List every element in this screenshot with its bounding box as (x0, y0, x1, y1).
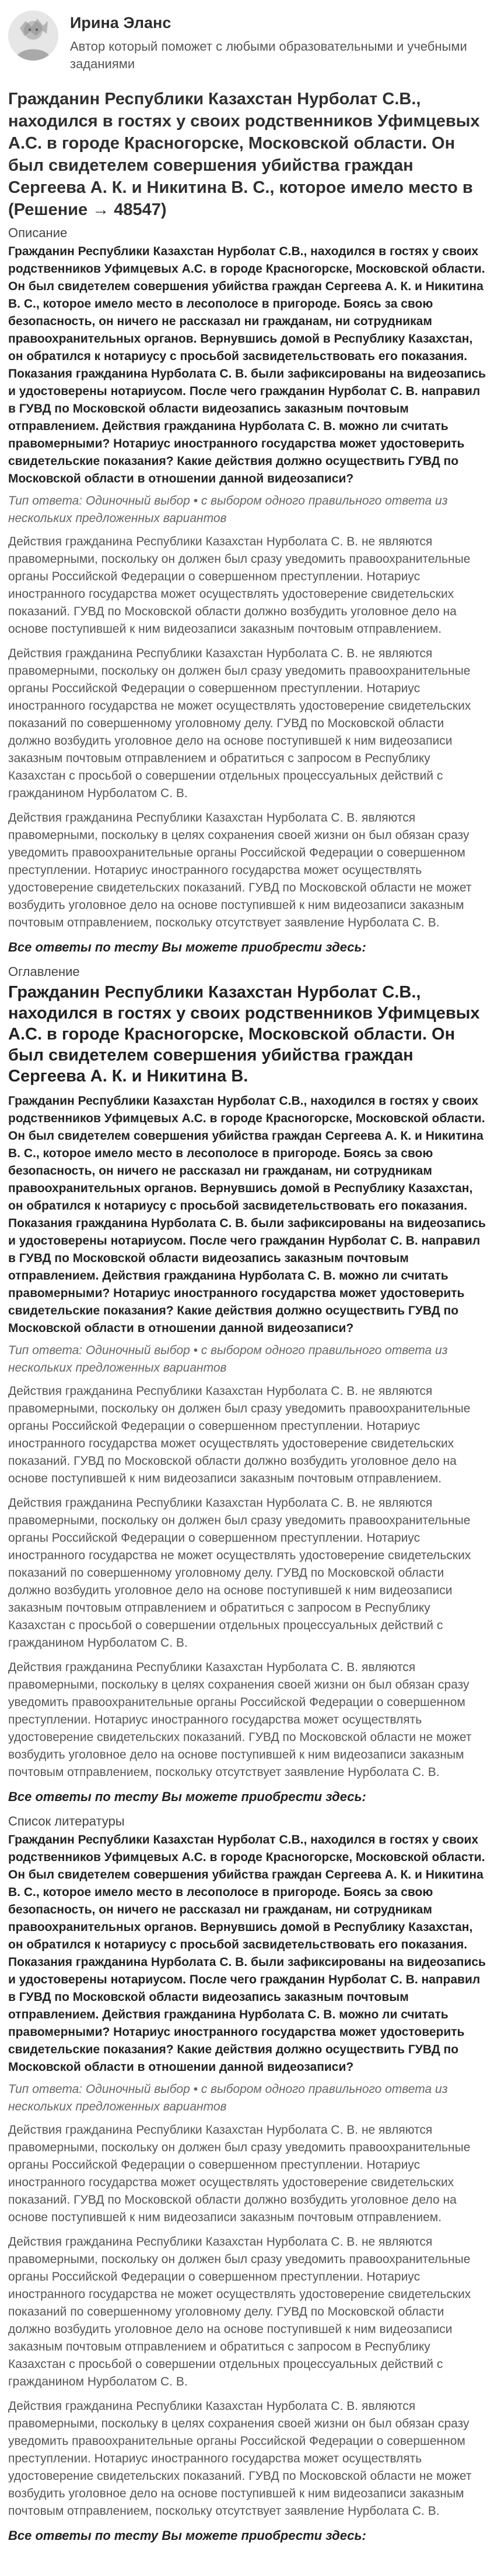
author-description: Автор который поможет с любыми образовательными и учебными заданиями (70, 39, 467, 71)
question-text: Гражданин Республики Казахстан Нурболат С.В., находился в гостях у своих родственников Уфимцевых А.С. в городе Красногорске, Московской области. Он был свидетелем совершения убийства граждан Сергеева А. К. и Никитина В. С., которое имело место в лесополосе в пригороде. Боясь за свою безопасность, он ничего не рассказал ни гражданам, ни сотрудникам правоохранительных органов. Вернувшись домой в Республику Казахстан, он обратился к нотариусу с просьбой засвидетельствовать его показания. Показания гражданина Нурболата С. В. были зафиксированы на видеозапись и удостоверены нотариусом. После чего гражданин Нурболат С. В. направил в ГУВД по Московской области видеозапись заказным почтовым отправлением. Действия гражданина Нурболата С. В. можно ли считать правомерными? Нотариус иностранного государства может удостоверить свидетельские показания? Какие действия должно осуществить ГУВД по Московской области в отношении данной видеозаписи? (8, 1094, 486, 1335)
contents-title: Гражданин Республики Казахстан Нурболат С.В., находился в гостях у своих родственников Уфимцевых А.С. в городе Красногорске, Московской области. Он был свидетелем совершения убийства граждан Сергеева А. К. и Никитина В. (8, 983, 480, 1086)
buy-answers-link[interactable]: Все ответы по тесту Вы можете приобрести здесь: (8, 2528, 366, 2543)
author-card (8, 10, 486, 73)
buy-answers-link[interactable]: Все ответы по тесту Вы можете приобрести здесь: (8, 1789, 366, 1804)
answer-option-2: Действия гражданина Республики Казахстан Нурболата С. В. не являются правомерными, поскольку он должен был сразу уведомить правоохранительные органы Российской Федерации о совершенном преступлении. Нотариус иностранного государства не может осуществлять удостоверение свидетельских показаний по совершенному уголовному делу. ГУВД по Московской области должно возбудить уголовное дело на основе поступившей к ним видеозаписи заказным почтовым отправлением и обратиться с запросом в Республику Казахстан с просьбой о совершении отдельных процессуальных действий с гражданином Нурболатом С. В. (8, 2235, 471, 2388)
answer-option-1: Действия гражданина Республики Казахстан Нурболата С. В. не являются правомерными, поскольку он должен был сразу уведомить правоохранительные органы Российской Федерации о совершенном преступлении. Нотариус иностранного государства может осуществлять удостоверение свидетельских показаний. ГУВД по Московской области должно возбудить уголовное дело на основе поступившей к ним видеозаписи заказным почтовым отправлением. (8, 1384, 471, 1485)
section-label-contents: Оглавление (8, 964, 80, 979)
answer-option-3: Действия гражданина Республики Казахстан Нурболата С. В. являются правомерными, поскольку в целях сохранения своей жизни он был обязан сразу уведомить правоохранительные органы Российской Федерации о совершенном преступлении. Нотариус иностранного государства может осуществлять удостоверение свидетельских показаний. ГУВД по Московской области не может возбудить уголовное дело на основе поступившей к ним видеозаписи заказным почтовым отправлением, поскольку отсутствует заявление Нурболата С. В. (8, 2399, 472, 2518)
buy-answers-link[interactable]: Все ответы по тесту Вы можете приобрести здесь: (8, 940, 366, 954)
answer-type: Тип ответа: Одиночный выбор • с выбором одного правильного ответа из нескольких предложенных вариантов (8, 494, 448, 525)
question-text: Гражданин Республики Казахстан Нурболат С.В., находился в гостях у своих родственников Уфимцевых А.С. в городе Красногорске, Московской области. Он был свидетелем совершения убийства граждан Сергеева А. К. и Никитина В. С., которое имело место в лесополосе в пригороде. Боясь за свою безопасность, он ничего не рассказал ни гражданам, ни сотрудникам правоохранительных органов. Вернувшись домой в Республику Казахстан, он обратился к нотариусу с просьбой засвидетельствовать его показания. Показания гражданина Нурболата С. В. были зафиксированы на видеозапись и удостоверены нотариусом. После чего гражданин Нурболат С. В. направил в ГУВД по Московской области видеозапись заказным почтовым отправлением. Действия гражданина Нурболата С. В. можно ли считать правомерными? Нотариус иностранного государства может удостоверить свидетельские показания? Какие действия должно осуществить ГУВД по Московской области в отношении данной видеозаписи? (8, 1833, 486, 2074)
section-label-references: Список литературы (8, 1814, 125, 1828)
avatar-illustration-icon (8, 10, 58, 61)
answer-option-3: Действия гражданина Республики Казахстан Нурболата С. В. являются правомерными, поскольку в целях сохранения своей жизни он был обязан сразу уведомить правоохранительные органы Российской Федерации о совершенном преступлении. Нотариус иностранного государства может осуществлять удостоверение свидетельских показаний. ГУВД по Московской области не может возбудить уголовное дело на основе поступившей к ним видеозаписи заказным почтовым отправлением, поскольку отсутствует заявление Нурболата С. В. (8, 1661, 472, 1779)
question-text: Гражданин Республики Казахстан Нурболат С.В., находился в гостях у своих родственников Уфимцевых А.С. в городе Красногорске, Московской области. Он был свидетелем совершения убийства граждан Сергеева А. К. и Никитина В. С., которое имело место в лесополосе в пригороде. Боясь за свою безопасность, он ничего не рассказал ни гражданам, ни сотрудникам правоохранительных органов. Вернувшись домой в Республику Казахстан, он обратился к нотариусу с просьбой засвидетельствовать его показания. Показания гражданина Нурболата С. В. были зафиксированы на видеозапись и удостоверены нотариусом. После чего гражданин Нурболат С. В. направил в ГУВД по Московской области видеозапись заказным почтовым отправлением. Действия гражданина Нурболата С. В. можно ли считать правомерными? Нотариус иностранного государства может удостоверить свидетельские показания? Какие действия должно осуществить ГУВД по Московской области в отношении данной видеозаписи? (8, 245, 486, 485)
answer-type: Тип ответа: Одиночный выбор • с выбором одного правильного ответа из нескольких предложенных вариантов (8, 2082, 448, 2113)
answer-option-3: Действия гражданина Республики Казахстан Нурболата С. В. являются правомерными, поскольку в целях сохранения своей жизни он был обязан сразу уведомить правоохранительные органы Российской Федерации о совершенном преступлении. Нотариус иностранного государства может осуществлять удостоверение свидетельских показаний. ГУВД по Московской области не может возбудить уголовное дело на основе поступившей к ним видеозаписи заказным почтовым отправлением, поскольку отсутствует заявление Нурболата С. В. (8, 811, 472, 929)
answer-option-1: Действия гражданина Республики Казахстан Нурболата С. В. не являются правомерными, поскольку он должен был сразу уведомить правоохранительные органы Российской Федерации о совершенном преступлении. Нотариус иностранного государства может осуществлять удостоверение свидетельских показаний. ГУВД по Московской области должно возбудить уголовное дело на основе поступившей к ним видеозаписи заказным почтовым отправлением. (8, 535, 471, 636)
answer-type: Тип ответа: Одиночный выбор • с выбором одного правильного ответа из нескольких предложенных вариантов (8, 1344, 448, 1375)
author-avatar[interactable] (8, 10, 58, 61)
page-title: Гражданин Республики Казахстан Нурболат С.В., находился в гостях у своих родственников Уфимцевых А.С. в городе Красногорске, Московской области. Он был свидетелем совершения убийства граждан Сергеева А. К. и Никитина В. С., которое имело место в (Решение → 48547) (8, 90, 480, 219)
author-info (70, 10, 486, 73)
answer-option-2: Действия гражданина Республики Казахстан Нурболата С. В. не являются правомерными, поскольку он должен был сразу уведомить правоохранительные органы Российской Федерации о совершенном преступлении. Нотариус иностранного государства не может осуществлять удостоверение свидетельских показаний по совершенному уголовному делу. ГУВД по Московской области должно возбудить уголовное дело на основе поступившей к ним видеозаписи заказным почтовым отправлением и обратиться с запросом в Республику Казахстан с просьбой о совершении отдельных процессуальных действий с гражданином Нурболатом С. В. (8, 1496, 471, 1650)
answer-option-1: Действия гражданина Республики Казахстан Нурболата С. В. не являются правомерными, поскольку он должен был сразу уведомить правоохранительные органы Российской Федерации о совершенном преступлении. Нотариус иностранного государства может осуществлять удостоверение свидетельских показаний. ГУВД по Московской области должно возбудить уголовное дело на основе поступившей к ним видеозаписи заказным почтовым отправлением. (8, 2123, 471, 2224)
section-label-description: Описание (8, 225, 68, 240)
answer-option-2: Действия гражданина Республики Казахстан Нурболата С. В. не являются правомерными, поскольку он должен был сразу уведомить правоохранительные органы Российской Федерации о совершенном преступлении. Нотариус иностранного государства не может осуществлять удостоверение свидетельских показаний по совершенному уголовному делу. ГУВД по Московской области должно возбудить уголовное дело на основе поступившей к ним видеозаписи заказным почтовым отправлением и обратиться с запросом в Республику Казахстан с просьбой о совершении отдельных процессуальных действий с гражданином Нурболатом С. В. (8, 647, 471, 800)
author-name[interactable]: Ирина Эланс (70, 14, 171, 31)
